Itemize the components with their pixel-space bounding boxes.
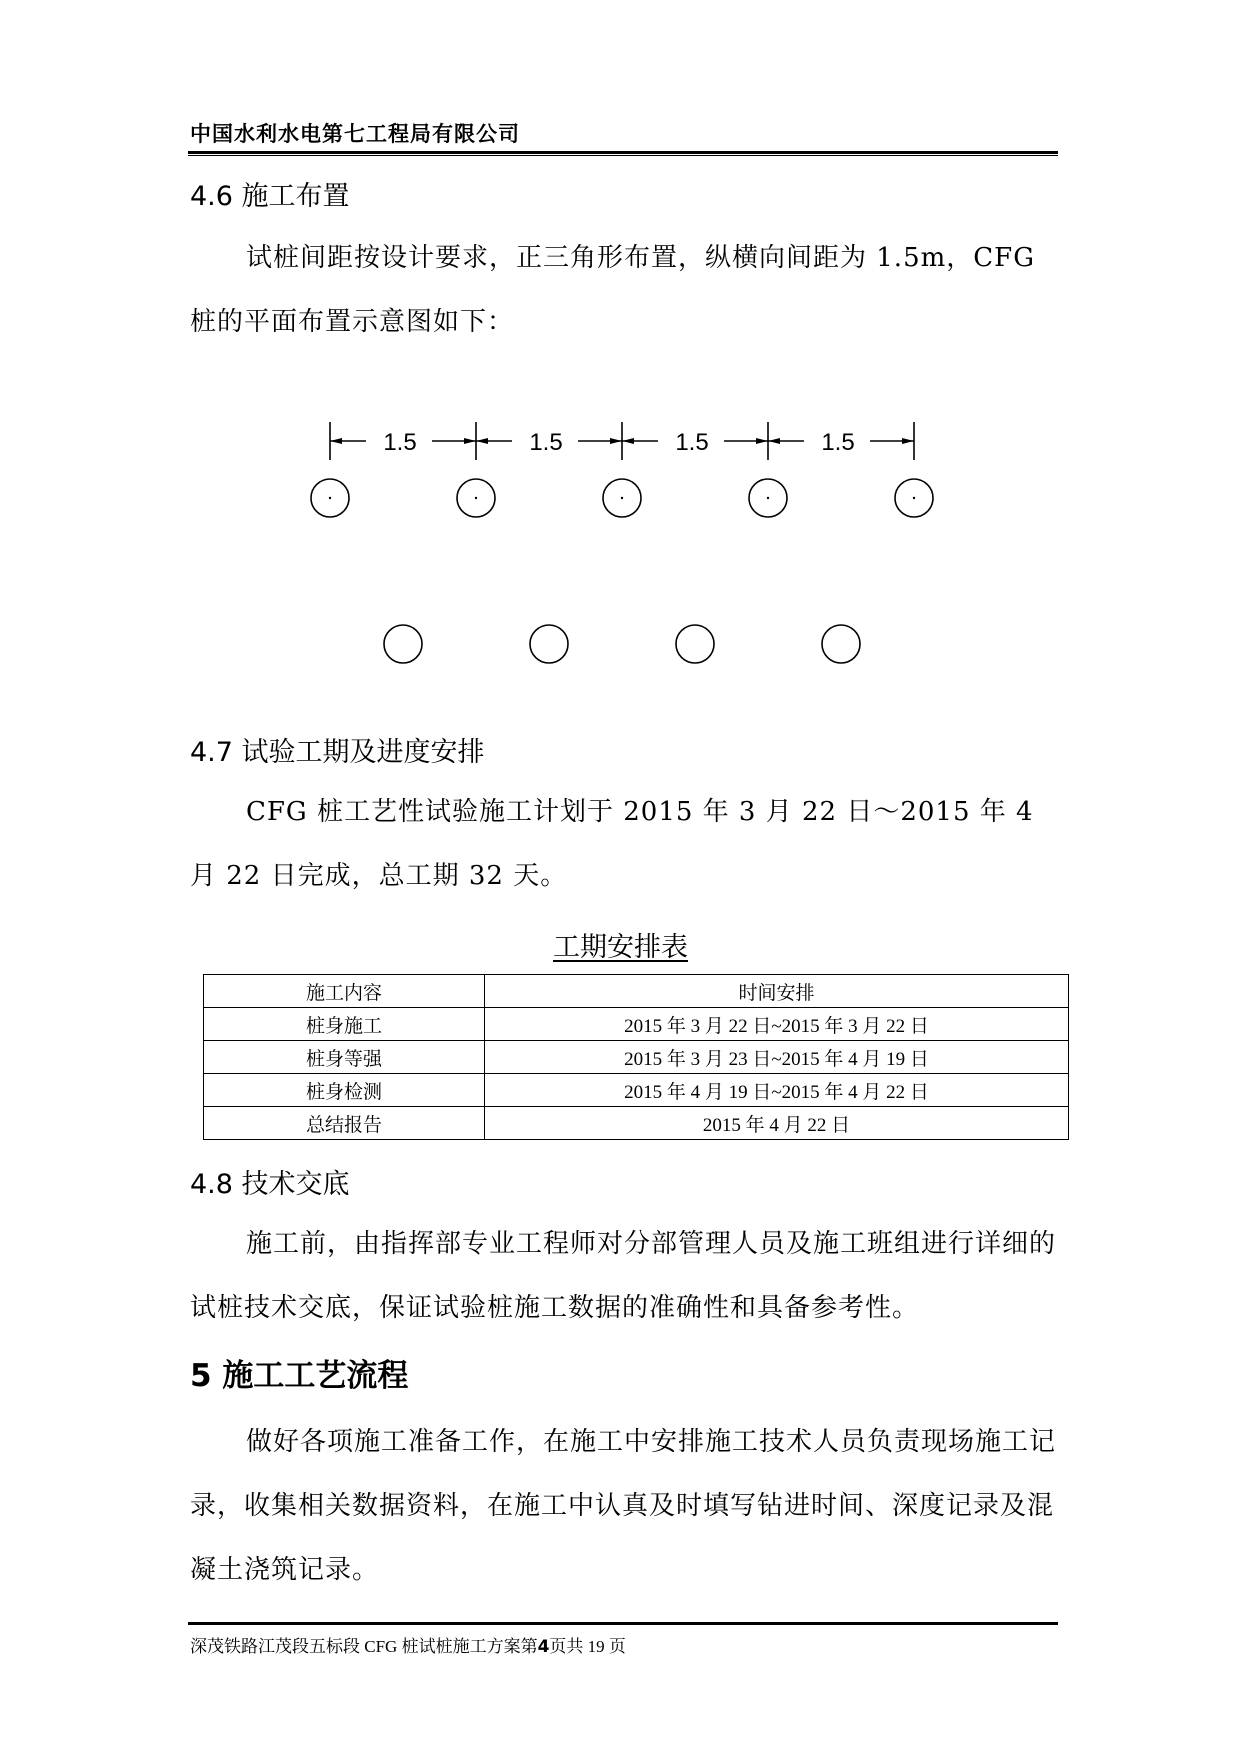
table-header-cell: 时间安排	[485, 975, 1069, 1008]
table-cell-task: 桩身施工	[204, 1008, 485, 1041]
table-cell-task: 桩身检测	[204, 1074, 485, 1107]
heading-4-7: 4.7 试验工期及进度安排	[190, 737, 485, 768]
pile-center-mark	[913, 497, 915, 499]
table-row	[204, 1107, 1069, 1140]
table-cell-time: 2015 年 3 月 23 日~2015 年 4 月 19 日	[485, 1041, 1069, 1074]
dim-arrow	[330, 438, 342, 444]
pile-bottom-row	[530, 625, 568, 663]
pile-center-mark	[621, 497, 623, 499]
header-rule-thin	[188, 155, 1058, 156]
table-cell-task: 桩身等强	[204, 1041, 485, 1074]
pile-bottom-row	[384, 625, 422, 663]
table-row	[204, 1074, 1069, 1107]
pile-bottom-row	[676, 625, 714, 663]
heading-4-8: 4.8 技术交底	[190, 1169, 350, 1200]
schedule-table-title-text: 工期安排表	[553, 932, 688, 963]
heading-4-6: 4.6 施工布置	[190, 181, 350, 212]
paragraph-4-6: 试桩间距按设计要求，正三角形布置，纵横向间距为 1.5m，CFG 桩的平面布置示意图如下：	[190, 243, 1035, 337]
footer-rule	[188, 1622, 1058, 1625]
table-cell-time: 2015 年 4 月 22 日	[485, 1107, 1069, 1140]
paragraph-4-8: 施工前，由指挥部专业工程师对分部管理人员及施工班组进行详细的试桩技术交底，保证试验桩施工数据的准确性和具备参考性。	[190, 1229, 1057, 1323]
dim-arrow	[610, 438, 622, 444]
dim-arrow	[756, 438, 768, 444]
spacing-label: 1.5	[383, 429, 417, 456]
table-header-row	[204, 975, 1069, 1008]
spacing-label: 1.5	[529, 429, 563, 456]
page-header-company: 中国水利水电第七工程局有限公司	[190, 122, 520, 146]
paragraph-5: 做好各项施工准备工作，在施工中安排施工技术人员负责现场施工记录，收集相关数据资料，在施工中认真及时填写钻进时间、深度记录及混凝土浇筑记录。	[190, 1427, 1057, 1585]
dim-arrow	[464, 438, 476, 444]
table-cell-time: 2015 年 4 月 19 日~2015 年 4 月 22 日	[485, 1074, 1069, 1107]
spacing-label: 1.5	[675, 429, 709, 456]
pile-center-mark	[329, 497, 331, 499]
schedule-table-title	[0, 925, 1241, 964]
pile-bottom-row	[822, 625, 860, 663]
dim-arrow	[902, 438, 914, 444]
header-rule	[188, 151, 1058, 154]
pile-center-mark	[767, 497, 769, 499]
table-row	[204, 1008, 1069, 1041]
spacing-label: 1.5	[821, 429, 855, 456]
footer-page-number: 4	[537, 1637, 550, 1657]
pile-layout-diagram	[290, 400, 970, 680]
table-cell-time: 2015 年 3 月 22 日~2015 年 3 月 22 日	[485, 1008, 1069, 1041]
paragraph-4-7: CFG 桩工艺性试验施工计划于 2015 年 3 月 22 日～2015 年 4 月 22 日完成，总工期 32 天。	[190, 797, 1034, 891]
table-header-cell: 施工内容	[204, 975, 485, 1008]
dim-arrow	[476, 438, 488, 444]
page-footer	[190, 1632, 626, 1657]
dim-arrow	[622, 438, 634, 444]
table-row	[204, 1041, 1069, 1074]
table-cell-task: 总结报告	[204, 1107, 485, 1140]
heading-5: 5 施工工艺流程	[190, 1358, 409, 1394]
dim-arrow	[768, 438, 780, 444]
footer-prefix: 深茂铁路江茂段五标段 CFG 桩试桩施工方案第	[190, 1637, 538, 1656]
pile-center-mark	[475, 497, 477, 499]
footer-suffix: 页共 19 页	[549, 1637, 626, 1656]
schedule-table	[203, 974, 1069, 1140]
